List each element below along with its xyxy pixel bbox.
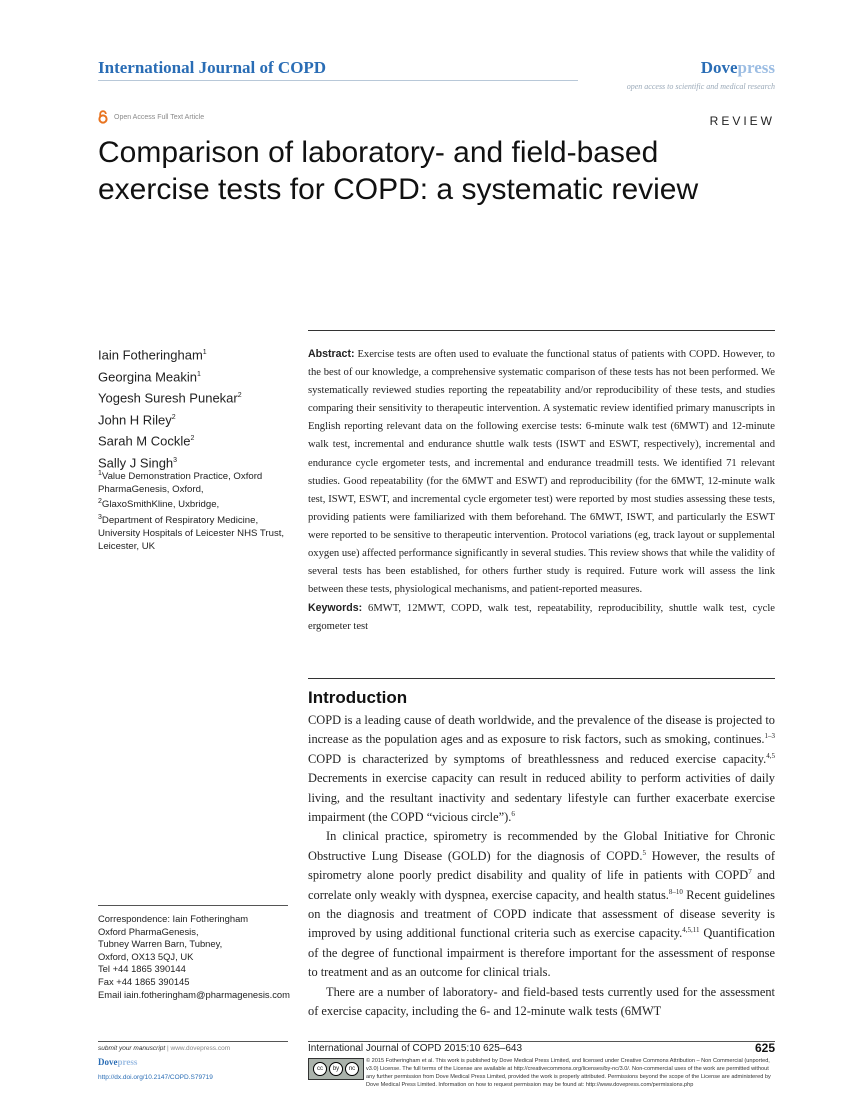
correspondence-line: Tel +44 1865 390144 bbox=[98, 963, 186, 975]
press-text: press bbox=[737, 58, 775, 77]
footer-left-rule bbox=[98, 1041, 288, 1042]
open-access-text: Open Access Full Text Article bbox=[114, 113, 205, 121]
author: Iain Fotheringham$^1$ bbox=[98, 347, 207, 363]
creative-commons-badge[interactable] bbox=[308, 1058, 364, 1080]
keywords-label: Keywords: bbox=[308, 602, 363, 615]
paragraph: In clinical practice, spirometry is recommended by the Global Initiative for Chronic Obstructive Lung Disease (GOLD) for the diagnosis of COPD.$^5$ However, the results of spirometry alone poorly predict disability and quality of life in patients with COPD$^7$ and correlate only weakly with dyspnea, exercise capacity, and health status.$^{8-10}$ Recent guidelines on the diagnosis and treatment of COPD indicate that assessment of disease severity is improved by using additional functional criteria such as exercise capacity.$^{4,5,11}$ Quantification of the degree of functional impairment is therefore important for the assessment of response to treatment and as an outcome for clinical trials. bbox=[308, 829, 776, 980]
article-title: Comparison of laboratory- and field-based exercise tests for COPD: a systematic review bbox=[98, 136, 699, 206]
doi-link[interactable]: http://dx.doi.org/10.2147/COPD.S79719 bbox=[98, 1074, 213, 1081]
license-text: © 2015 Fotheringham et al. This work is published by Dove Medical Press Limited, and licensed under Creative Commons Attribution – Non Commercial (unported, v3.0) License. The full terms of the License are available at http://creativecommons.org/licenses/by-nc/3.0/. Non-commercial uses of the work are permitted without any further permission from Dove Medical Press Limited, provided the work is properly attributed. Permissions beyond the scope of the License are administered by Dove Medical Press Limited. Information on how to request permission may be found at: http://www.dovepress.com/permissions.php bbox=[366, 1058, 771, 1088]
introduction-body bbox=[308, 711, 775, 1022]
author-list bbox=[98, 343, 298, 472]
correspondence-line: Oxford, OX13 5QJ, UK bbox=[98, 950, 194, 962]
open-access-icon bbox=[98, 110, 108, 124]
footer-dovepress-logo: Dovepress bbox=[98, 1057, 138, 1067]
abstract-body bbox=[308, 345, 775, 599]
cc-icon: cc bbox=[313, 1062, 327, 1076]
author: John H Riley$^2$ bbox=[98, 411, 176, 427]
correspondence-email[interactable]: Email iain.fotheringham@pharmagenesis.com bbox=[98, 988, 290, 1000]
abstract bbox=[308, 345, 775, 637]
keywords-text: 6MWT, 12MWT, COPD, walk test, repeatability, reproducibility, shuttle walk test, cycle ergometer test bbox=[308, 603, 775, 633]
footer-right-rule bbox=[308, 1041, 775, 1042]
page-number: 625 bbox=[754, 1041, 775, 1055]
correspondence-line: Correspondence: Iain Fotheringham bbox=[98, 913, 249, 924]
correspondence-line: Tubney Warren Barn, Tubney, bbox=[98, 938, 223, 950]
affiliation: $^2$GlaxoSmithKline, Uxbridge, bbox=[98, 498, 220, 511]
author: Yogesh Suresh Punekar$^2$ bbox=[98, 390, 242, 406]
header-rule bbox=[98, 80, 578, 81]
abstract-top-rule bbox=[308, 330, 775, 331]
journal-citation: International Journal of COPD 2015:10 625–643 bbox=[308, 1043, 523, 1054]
correspondence-line: Fax +44 1865 390145 bbox=[98, 975, 190, 987]
paragraph: COPD is a leading cause of death worldwide, and the prevalence of the disease is projected to increase as the population ages and as exposure to risk factors, such as smoking, continues.$^{1-3}$ COPD is characterized by symptoms of breathlessness and reduced exercise capacity.$^{4,5}$ Decrements in exercise capacity can result in reduced ability to perform activities of daily living, and the resultant inactivity and sedentary lifestyle can further exacerbate exercise impairment (the COPD “vicious circle”).$^6$ bbox=[308, 713, 775, 825]
introduction-heading: Introduction bbox=[308, 688, 408, 707]
by-icon: by bbox=[329, 1062, 343, 1076]
keywords bbox=[308, 599, 775, 636]
correspondence-rule bbox=[98, 905, 288, 906]
author: Sally J Singh$^3$ bbox=[98, 454, 178, 470]
affiliation: $^3$Department of Respiratory Medicine, University Hospitals of Leicester NHS Trust, Leicester, UK bbox=[98, 514, 285, 552]
dove-text: Dove bbox=[700, 58, 738, 77]
submit-manuscript[interactable]: submit your manuscript | www.dovepress.com bbox=[98, 1045, 231, 1052]
author: Georgina Meakin$^1$ bbox=[98, 368, 201, 384]
article-type: REVIEW bbox=[709, 114, 775, 128]
journal-title: International Journal of COPD bbox=[98, 58, 327, 77]
open-access-label bbox=[98, 110, 204, 124]
paragraph: There are a number of laboratory- and field-based tests currently used for the assessment of exercise capacity, including the 6- and 12-minute walk tests (6MWT bbox=[308, 984, 775, 1019]
affiliation: $^1$Value Demonstration Practice, Oxford PharmaGenesis, Oxford, bbox=[98, 470, 263, 495]
abstract-text: Exercise tests are often used to evaluate the functional status of patients with COPD. However, to the best of our knowledge, a comprehensive systematic comparison of these tests has not been performed. We systematically reviewed studies reporting the repeatability and/or reproducibility of these tests, and studies comparing their sensitivity to therapeutic intervention. A systematic review identified primary manuscripts in English reporting relevant data on the following exercise tests: 6-minute walk test (6MWT) and 12-minute walk test, incremental and endurance shuttle walk tests (ISWT and ESWT, respectively), incremental and endurance cycle ergometer tests, and incremental and endurance treadmill tests. We identified 71 relevant studies. Good repeatability (for the 6MWT and ESWT) and reproducibility (for the 6MWT, 12-minute walk test, ISWT, ESWT, and incremental cycle ergometer test) were reported by most studies assessing these tests, providing patients were familiarized with them beforehand. The 6MWT, ISWT, and particularly the ESWT were reported to be sensitive to therapeutic intervention. Protocol variations (eg, track layout or supplemental oxygen use) affected performance significantly in several studies. This review shows that while the validity of several tests has been established, for others further study is required. Future work will assess the link between these tests, physiological mechanisms, and patient-reported measures. bbox=[308, 349, 775, 596]
dovepress-logo bbox=[701, 58, 775, 78]
correspondence-block bbox=[98, 913, 298, 1001]
author: Sarah M Cockle$^2$ bbox=[98, 433, 195, 449]
publisher-tagline: open access to scientific and medical research bbox=[626, 82, 775, 91]
nc-icon: nc bbox=[345, 1062, 359, 1076]
affiliations bbox=[98, 468, 298, 553]
introduction-rule bbox=[308, 678, 775, 679]
abstract-label: Abstract: bbox=[308, 348, 355, 360]
correspondence-line: Oxford PharmaGenesis, bbox=[98, 925, 199, 937]
